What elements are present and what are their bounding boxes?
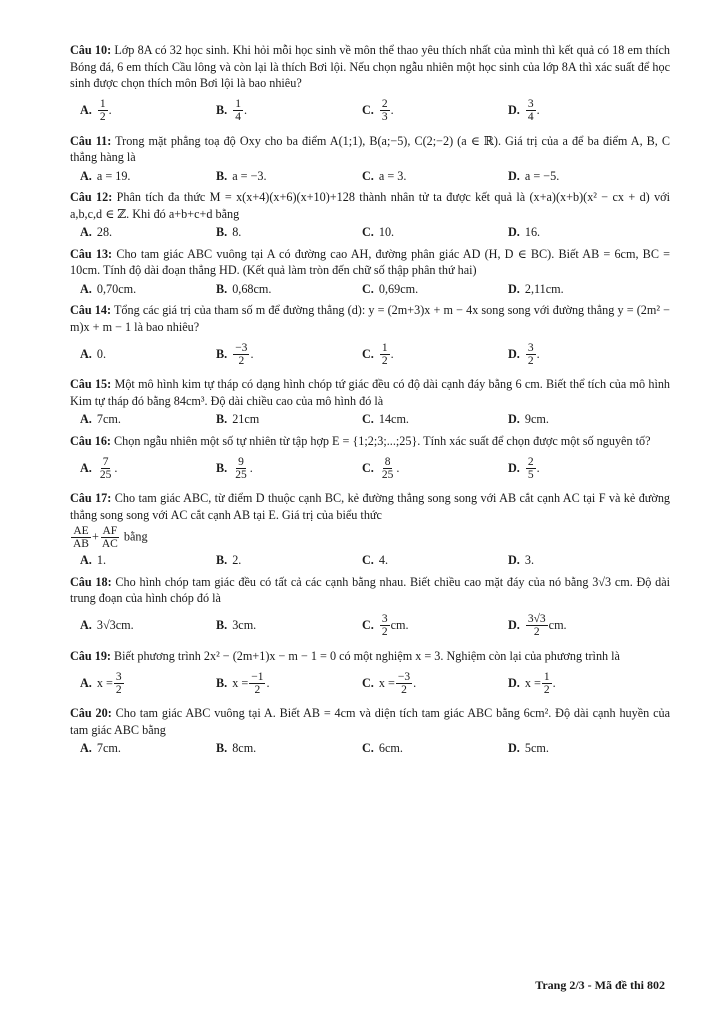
option-fraction bbox=[380, 613, 390, 638]
question-stem bbox=[70, 705, 670, 738]
answer-option[interactable] bbox=[362, 281, 508, 298]
question-block bbox=[70, 376, 670, 428]
denominator: 2 bbox=[527, 354, 534, 367]
question-stem bbox=[70, 490, 670, 523]
denominator: 2 bbox=[238, 354, 245, 367]
question-stem bbox=[70, 376, 670, 409]
numerator: AE bbox=[73, 525, 89, 537]
option-label: C. bbox=[362, 553, 374, 567]
question-block bbox=[70, 574, 670, 643]
option-label: A. bbox=[80, 346, 92, 361]
numerator: 8 bbox=[384, 455, 391, 468]
option-label: B. bbox=[216, 168, 228, 183]
option-text: 2. bbox=[232, 553, 242, 567]
option-text: 3cm. bbox=[232, 618, 257, 633]
option-suffix: . bbox=[390, 346, 394, 361]
question-number: Câu 13: bbox=[70, 246, 113, 261]
question-stem bbox=[70, 42, 670, 92]
denominator: 2 bbox=[381, 354, 388, 367]
option-label: B. bbox=[216, 412, 228, 426]
option-label: B. bbox=[216, 103, 228, 118]
answer-option[interactable] bbox=[70, 337, 216, 371]
question-text: Tổng các giá trị của tham số m để đường thẳng (d): y = (2m+3)x + m − 4x song song với đường thẳng y = (2m² − m)x + m − 1 là bao nhiêu? bbox=[70, 303, 671, 334]
option-text: 0,69cm. bbox=[378, 281, 419, 296]
option-text: 7cm. bbox=[96, 412, 121, 426]
question-stem bbox=[70, 302, 670, 335]
question-block bbox=[70, 246, 670, 298]
answer-options bbox=[70, 411, 670, 428]
option-suffix: . bbox=[249, 460, 253, 475]
option-label: B. bbox=[216, 346, 228, 361]
question-text: Cho tam giác ABC vuông tại A có đường cao AH, đường phân giác AD (H, D ∈ BC). Biết AB = 6cm, BC = 10cm. Tính độ dài đoạn thẳng HD. (Kết quả làm tròn đến chữ số thập phân thứ hai) bbox=[70, 246, 671, 277]
numerator: 3 bbox=[115, 670, 122, 683]
option-label: C. bbox=[362, 168, 374, 183]
denominator: 2 bbox=[401, 683, 407, 696]
option-text: 28. bbox=[96, 225, 113, 239]
option-label: C. bbox=[362, 741, 374, 755]
option-fraction bbox=[542, 671, 552, 696]
option-label: D. bbox=[508, 741, 520, 755]
exam-page bbox=[70, 42, 670, 757]
question-number: Câu 14: bbox=[70, 303, 112, 317]
option-label: C. bbox=[362, 346, 374, 361]
question-number: Câu 12: bbox=[70, 190, 113, 204]
option-label: A. bbox=[80, 103, 92, 118]
option-text: 9cm. bbox=[524, 412, 549, 426]
question-block bbox=[70, 433, 670, 486]
answer-option[interactable] bbox=[508, 168, 654, 185]
answer-options bbox=[70, 337, 670, 371]
option-label: A. bbox=[80, 675, 92, 690]
question-block bbox=[70, 189, 670, 241]
option-label: C. bbox=[362, 225, 374, 239]
option-text: 5cm. bbox=[524, 741, 549, 755]
answer-options bbox=[70, 281, 670, 298]
option-suffix: . bbox=[390, 103, 394, 118]
denominator: 2 bbox=[381, 626, 388, 638]
answer-option[interactable] bbox=[362, 740, 508, 757]
option-fraction bbox=[396, 671, 412, 696]
option-suffix: . bbox=[250, 346, 254, 361]
fraction bbox=[100, 525, 120, 550]
option-fraction bbox=[233, 342, 249, 367]
option-suffix: . bbox=[114, 460, 118, 475]
question-text: Lớp 8A có 32 học sinh. Khi hỏi mỗi học sinh về môn thể thao yêu thích nhất của mình thì kết quả có 18 em thích Bóng đá, 6 em thích Cầu lông và còn lại là thích Bơi lội. Nếu chọn ngẫu nhiên một học sinh của lớp 8A thì xác suất để học sinh được chọn thích môn Bơi lội là bao nhiêu? bbox=[70, 43, 671, 90]
option-suffix: . bbox=[552, 675, 556, 690]
numerator: −3 bbox=[397, 670, 411, 683]
option-label: A. bbox=[80, 741, 92, 755]
answer-option[interactable] bbox=[70, 451, 216, 485]
denominator: 25 bbox=[235, 468, 247, 481]
answer-option[interactable] bbox=[216, 224, 362, 241]
answer-option[interactable] bbox=[508, 609, 654, 643]
numerator: 1 bbox=[381, 341, 388, 354]
question-stem bbox=[70, 433, 670, 450]
denominator: 5 bbox=[527, 468, 534, 481]
option-label: C. bbox=[362, 281, 374, 296]
answer-option[interactable] bbox=[362, 94, 508, 128]
option-prefix: x = bbox=[232, 675, 249, 690]
answer-option[interactable] bbox=[216, 740, 362, 757]
denominator: 2 bbox=[115, 683, 122, 696]
answer-option[interactable] bbox=[362, 411, 508, 428]
option-label: D. bbox=[508, 346, 520, 361]
option-label: C. bbox=[362, 103, 374, 118]
answer-option[interactable] bbox=[70, 740, 216, 757]
numerator: 1 bbox=[99, 98, 106, 110]
denominator: 2 bbox=[99, 111, 106, 123]
numerator: 1 bbox=[543, 670, 550, 683]
option-text: 0,68cm. bbox=[232, 281, 272, 296]
numerator: −3 bbox=[235, 341, 248, 354]
option-label: A. bbox=[80, 412, 92, 426]
option-label: D. bbox=[508, 412, 520, 426]
option-text: 6cm. bbox=[378, 741, 403, 755]
answer-option[interactable] bbox=[362, 224, 508, 241]
answer-options bbox=[70, 224, 670, 241]
question-block bbox=[70, 705, 670, 757]
answer-option[interactable] bbox=[216, 281, 362, 298]
option-label: A. bbox=[80, 553, 92, 567]
option-fraction bbox=[526, 98, 536, 123]
numerator: −1 bbox=[251, 670, 264, 683]
option-text: 0,70cm. bbox=[96, 281, 137, 296]
option-fraction bbox=[233, 98, 243, 123]
option-label: B. bbox=[216, 741, 228, 755]
option-suffix: . bbox=[536, 460, 540, 475]
answer-option[interactable] bbox=[216, 168, 362, 185]
option-text: 2,11cm. bbox=[524, 281, 564, 296]
question-block bbox=[70, 42, 670, 128]
answer-options bbox=[70, 609, 670, 643]
numerator: AF bbox=[102, 525, 118, 537]
option-label: B. bbox=[216, 675, 228, 690]
option-suffix: . bbox=[108, 103, 112, 118]
answer-option[interactable] bbox=[216, 451, 362, 485]
answer-options bbox=[70, 666, 670, 700]
option-text: 0. bbox=[96, 346, 106, 361]
option-suffix: . bbox=[243, 103, 247, 118]
answer-options bbox=[70, 552, 670, 569]
option-suffix: . bbox=[266, 675, 270, 690]
question-block bbox=[70, 302, 670, 371]
question-stem bbox=[70, 574, 670, 607]
denominator: 4 bbox=[235, 111, 241, 123]
answer-option[interactable] bbox=[362, 168, 508, 185]
question-block bbox=[70, 490, 670, 569]
question-text: Trong mặt phẳng toạ độ Oxy cho ba điểm A(1;1), B(a;−5), C(2;−2) (a ∈ ℝ). Giá trị của a để ba điểm A, B, C thẳng hàng là bbox=[70, 133, 670, 164]
option-label: D. bbox=[508, 618, 520, 633]
answer-option[interactable] bbox=[70, 411, 216, 428]
option-prefix: x = bbox=[378, 675, 395, 690]
option-fraction bbox=[526, 342, 536, 367]
option-text: 1. bbox=[96, 553, 106, 567]
question-expression bbox=[70, 525, 670, 550]
option-label: B. bbox=[216, 225, 228, 239]
question-text: Cho tam giác ABC vuông tại A. Biết AB = 4cm và diện tích tam giác ABC bằng 6cm². Độ dài cạnh huyền của tam giác ABC bằng bbox=[70, 706, 670, 737]
option-label: B. bbox=[216, 460, 228, 475]
question-stem bbox=[70, 246, 670, 279]
option-label: C. bbox=[362, 618, 374, 633]
answer-option[interactable] bbox=[216, 337, 362, 371]
question-number: Câu 10: bbox=[70, 43, 112, 57]
numerator: 2 bbox=[381, 98, 388, 110]
option-fraction bbox=[114, 671, 124, 696]
option-text: 3. bbox=[524, 553, 534, 567]
question-text: Một mô hình kim tự tháp có dạng hình chóp tứ giác đều có độ dài cạnh đáy bằng 6 cm. Biết thể tích của mô hình Kim tự tháp đó bằng 84cm³. Độ dài chiều cao của mô hình đó là bbox=[70, 377, 671, 408]
question-text: Phân tích đa thức M = x(x+4)(x+6)(x+10)+128 thành nhân tử ta được kết quả là (x+a)(x+b)(x² − cx + d) với a,b,c,d ∈ ℤ. Khi đó a+b+c+d bằng bbox=[70, 190, 671, 221]
option-text: a = 19. bbox=[96, 168, 131, 183]
option-label: D. bbox=[508, 281, 520, 296]
question-number: Câu 20: bbox=[70, 706, 112, 720]
answer-option[interactable] bbox=[70, 168, 216, 185]
numerator: 1 bbox=[235, 98, 241, 110]
answer-option[interactable] bbox=[508, 224, 654, 241]
answer-option[interactable] bbox=[70, 609, 216, 643]
option-fraction bbox=[380, 342, 390, 367]
option-fraction bbox=[233, 456, 249, 481]
answer-option[interactable] bbox=[70, 224, 216, 241]
option-text: 7cm. bbox=[96, 741, 121, 755]
numerator: 7 bbox=[102, 455, 109, 468]
option-text: a = −3. bbox=[232, 168, 267, 183]
answer-option[interactable] bbox=[508, 740, 654, 757]
option-suffix: . bbox=[536, 103, 540, 118]
option-label: A. bbox=[80, 460, 92, 475]
page-footer: Trang 2/3 - Mã đề thi 802 bbox=[535, 978, 665, 992]
option-label: D. bbox=[508, 225, 520, 239]
answer-option[interactable] bbox=[362, 451, 508, 485]
denominator: AB bbox=[73, 538, 89, 550]
denominator: 2 bbox=[533, 626, 540, 638]
answer-option[interactable] bbox=[362, 666, 508, 700]
question-block bbox=[70, 133, 670, 185]
numerator: 3 bbox=[381, 613, 388, 625]
option-text: 14cm. bbox=[378, 412, 409, 426]
answer-options bbox=[70, 740, 670, 757]
answer-options bbox=[70, 94, 670, 128]
answer-option[interactable] bbox=[70, 666, 216, 700]
option-suffix: cm. bbox=[548, 618, 567, 633]
question-stem bbox=[70, 648, 670, 665]
option-text: 8cm. bbox=[232, 741, 257, 755]
option-fraction bbox=[98, 456, 114, 481]
option-prefix: x = bbox=[96, 675, 113, 690]
answer-option[interactable] bbox=[508, 451, 654, 485]
option-label: D. bbox=[508, 168, 520, 183]
option-fraction bbox=[380, 98, 390, 123]
answer-option[interactable] bbox=[216, 411, 362, 428]
answer-option[interactable] bbox=[508, 94, 654, 128]
answer-option[interactable] bbox=[508, 411, 654, 428]
option-text: a = 3. bbox=[378, 168, 407, 183]
question-number: Câu 15: bbox=[70, 377, 112, 391]
option-prefix: x = bbox=[524, 675, 541, 690]
answer-option[interactable] bbox=[362, 552, 508, 569]
option-label: C. bbox=[362, 412, 374, 426]
answer-option[interactable] bbox=[70, 94, 216, 128]
option-label: A. bbox=[80, 281, 92, 296]
option-text: 8. bbox=[232, 225, 242, 239]
question-text: Cho hình chóp tam giác đều có tất cả các cạnh bằng nhau. Biết chiều cao mặt đáy của nó bằng 3√3 cm. Độ dài trung đoạn của hình chóp đó là bbox=[70, 574, 671, 605]
question-number: Câu 19: bbox=[70, 648, 111, 663]
question-stem bbox=[70, 133, 670, 166]
answer-option[interactable] bbox=[216, 94, 362, 128]
answer-option[interactable] bbox=[216, 552, 362, 569]
option-fraction bbox=[380, 456, 396, 481]
option-label: C. bbox=[362, 460, 374, 475]
answer-option[interactable] bbox=[362, 337, 508, 371]
answer-option[interactable] bbox=[216, 666, 362, 700]
answer-option[interactable] bbox=[508, 337, 654, 371]
answer-option[interactable] bbox=[508, 281, 654, 298]
option-label: D. bbox=[508, 553, 520, 567]
option-label: D. bbox=[508, 103, 520, 118]
option-fraction bbox=[526, 613, 548, 638]
question-text: Biết phương trình 2x² − (2m+1)x − m − 1 = 0 có một nghiệm x = 3. Nghiệm còn lại của phương trình là bbox=[114, 648, 620, 663]
numerator: 3 bbox=[527, 98, 534, 110]
question-number: Câu 17: bbox=[70, 491, 112, 505]
option-text: 4. bbox=[378, 553, 388, 567]
option-fraction bbox=[98, 98, 108, 123]
option-label: A. bbox=[80, 618, 92, 633]
question-text: Cho tam giác ABC, từ điểm D thuộc cạnh BC, kẻ đường thẳng song song với AB cắt cạnh AC tại F và kẻ đường thẳng song song với AC cắt cạnh AB tại E. Giá trị của biểu thức bbox=[70, 491, 671, 522]
option-suffix: . bbox=[536, 346, 540, 361]
answer-options bbox=[70, 451, 670, 485]
option-label: B. bbox=[216, 553, 228, 567]
expression-tail: bằng bbox=[120, 529, 148, 544]
numerator: 3 bbox=[527, 341, 534, 354]
option-suffix: . bbox=[396, 460, 400, 475]
answer-option[interactable] bbox=[362, 609, 508, 643]
numerator: 9 bbox=[238, 455, 244, 468]
option-label: B. bbox=[216, 281, 228, 296]
option-text: a = −5. bbox=[524, 168, 560, 183]
answer-option[interactable] bbox=[508, 552, 654, 569]
option-label: A. bbox=[80, 225, 92, 239]
answer-option[interactable] bbox=[70, 552, 216, 569]
option-text: 3√3cm. bbox=[96, 618, 134, 633]
option-label: B. bbox=[216, 618, 228, 633]
option-text: 16. bbox=[524, 225, 541, 239]
denominator: 4 bbox=[527, 111, 534, 123]
answer-options bbox=[70, 168, 670, 185]
question-text: Chọn ngẫu nhiên một số tự nhiên từ tập hợp E = {1;2;3;...;25}. Tính xác suất để chọn được một số nguyên tố? bbox=[114, 433, 651, 448]
denominator: 3 bbox=[381, 111, 388, 123]
numerator: 3√3 bbox=[527, 613, 546, 625]
option-suffix: . bbox=[413, 675, 417, 690]
denominator: 25 bbox=[99, 468, 112, 481]
answer-option[interactable] bbox=[216, 609, 362, 643]
denominator: AC bbox=[101, 538, 118, 550]
plus-sign: + bbox=[91, 529, 99, 544]
numerator: 2 bbox=[527, 455, 534, 468]
answer-option[interactable] bbox=[508, 666, 654, 700]
option-suffix: cm. bbox=[390, 618, 409, 633]
denominator: 25 bbox=[381, 468, 394, 481]
question-number: Câu 16: bbox=[70, 433, 111, 448]
answer-option[interactable] bbox=[70, 281, 216, 298]
denominator: 2 bbox=[254, 683, 261, 696]
question-block bbox=[70, 648, 670, 701]
question-number: Câu 18: bbox=[70, 574, 112, 589]
option-label: A. bbox=[80, 168, 92, 183]
option-label: D. bbox=[508, 675, 520, 690]
option-fraction bbox=[249, 671, 265, 696]
option-label: D. bbox=[508, 460, 520, 475]
option-fraction bbox=[526, 456, 536, 481]
option-text: 10. bbox=[378, 225, 395, 239]
question-stem bbox=[70, 189, 670, 222]
option-text: 21cm bbox=[232, 412, 260, 426]
denominator: 2 bbox=[543, 683, 550, 696]
question-number: Câu 11: bbox=[70, 133, 112, 148]
fraction bbox=[71, 525, 91, 550]
option-label: C. bbox=[362, 675, 374, 690]
